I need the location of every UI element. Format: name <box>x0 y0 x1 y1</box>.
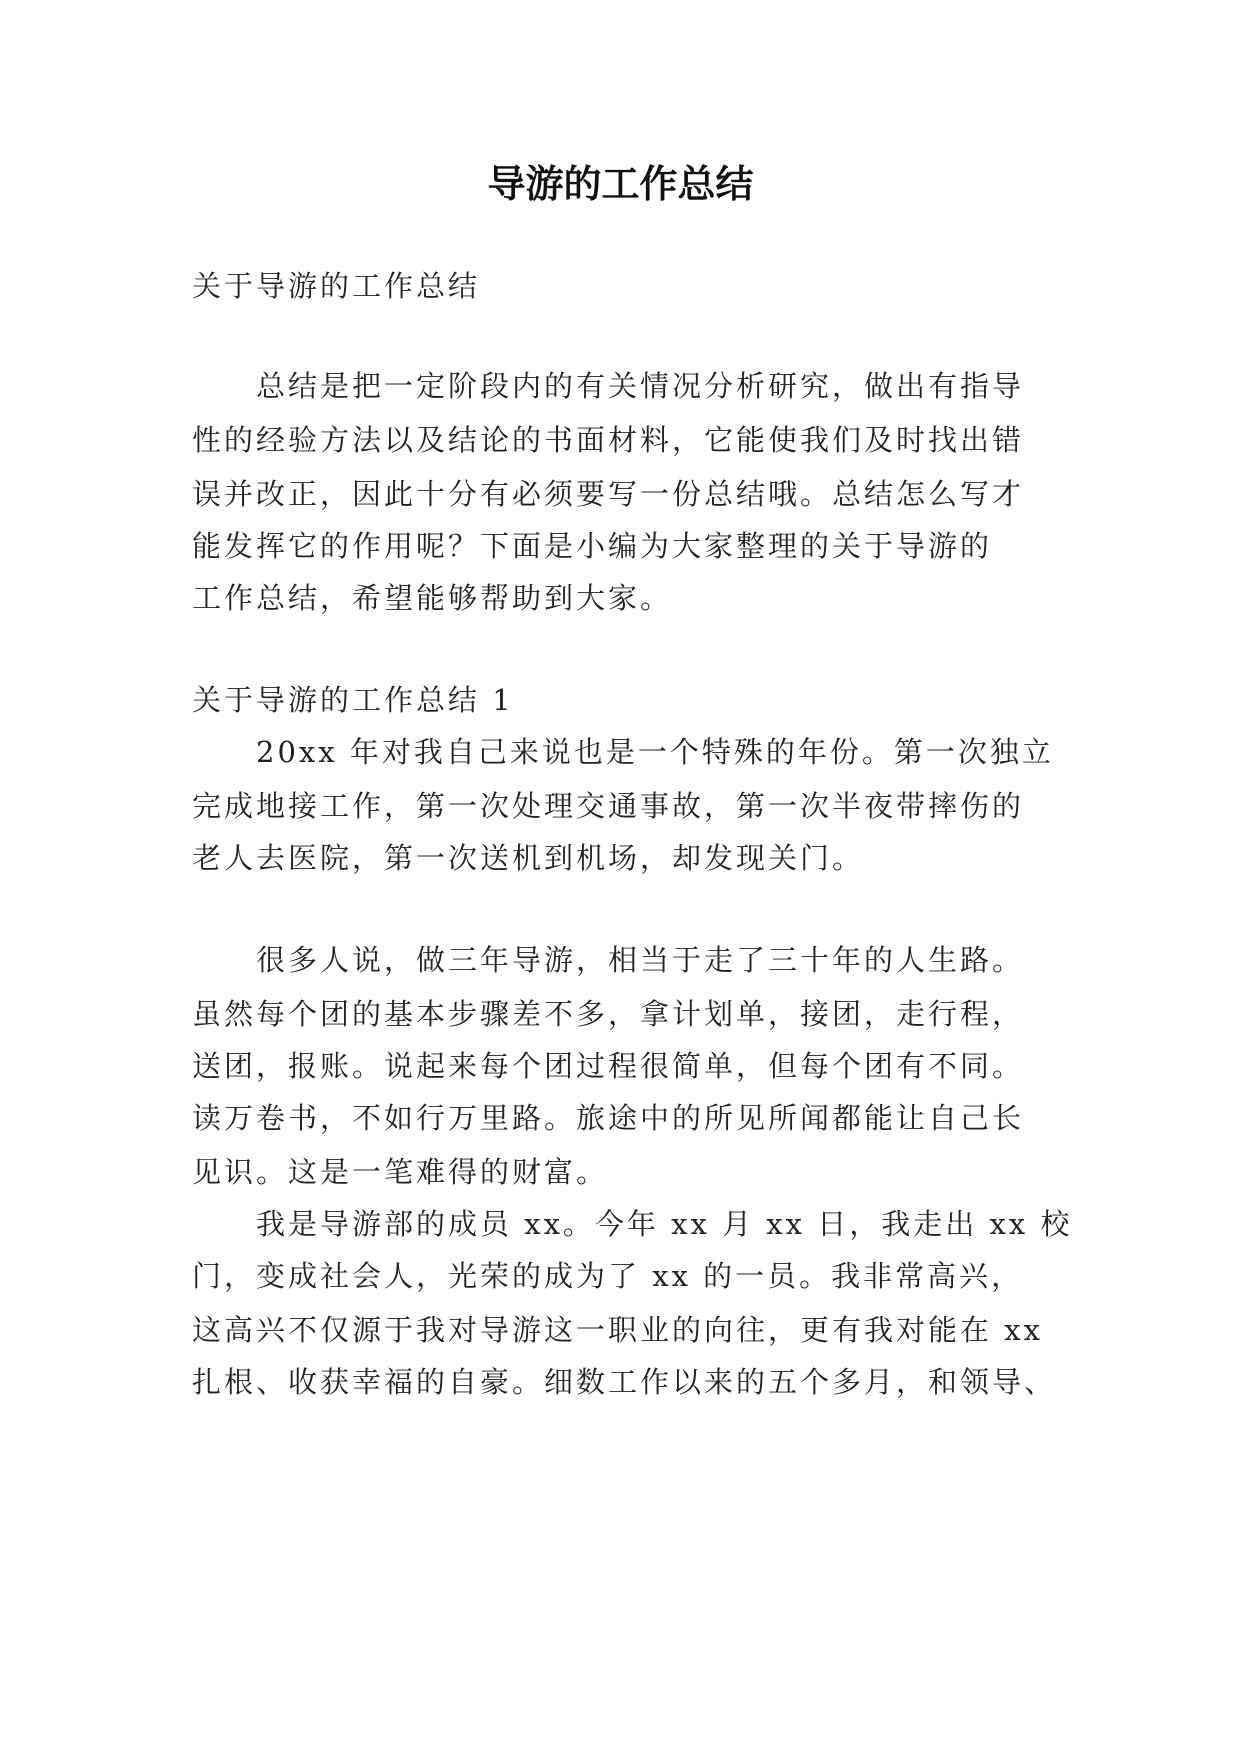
intro-line: 总结是把一定阶段内的有关情况分析研究，做出有指导 <box>256 369 1025 403</box>
intro-line: 工作总结，希望能够帮助到大家。 <box>192 581 673 615</box>
intro-line: 性的经验方法以及结论的书面材料，它能使我们及时找出错 <box>192 423 1025 457</box>
paragraph-line: 完成地接工作，第一次处理交通事故，第一次半夜带摔伤的 <box>192 789 1025 823</box>
paragraph-line: 门，变成社会人，光荣的成为了 xx 的一员。我非常高兴， <box>192 1259 1024 1293</box>
paragraph-line: 很多人说，做三年导游，相当于走了三十年的人生路。 <box>256 943 1025 977</box>
intro-line: 误并改正，因此十分有必须要写一份总结哦。总结怎么写才 <box>192 477 1025 511</box>
document-subtitle: 关于导游的工作总结 <box>192 269 481 303</box>
paragraph-line: 虽然每个团的基本步骤差不多，拿计划单，接团，走行程， <box>192 997 1025 1031</box>
paragraph-line: 这高兴不仅源于我对导游这一职业的向往，更有我对能在 xx <box>192 1313 1043 1347</box>
section-heading: 关于导游的工作总结 1 <box>192 683 514 717</box>
paragraph-line: 我是导游部的成员 xx。今年 xx 月 xx 日，我走出 xx 校 <box>256 1207 1073 1241</box>
paragraph-line: 送团，报账。说起来每个团过程很简单，但每个团有不同。 <box>192 1049 1025 1083</box>
paragraph-line: 老人去医院，第一次送机到机场，却发现关门。 <box>192 841 865 875</box>
paragraph-line: 扎根、收获幸福的自豪。细数工作以来的五个多月，和领导、 <box>192 1365 1057 1399</box>
document-title: 导游的工作总结 <box>487 162 754 206</box>
paragraph-line: 20xx 年对我自己来说也是一个特殊的年份。第一次独立 <box>256 735 1054 769</box>
paragraph-line: 读万卷书，不如行万里路。旅途中的所见所闻都能让自己长 <box>192 1101 1025 1135</box>
intro-line: 能发挥它的作用呢？下面是小编为大家整理的关于导游的 <box>192 529 993 563</box>
paragraph-line: 见识。这是一笔难得的财富。 <box>192 1155 609 1189</box>
